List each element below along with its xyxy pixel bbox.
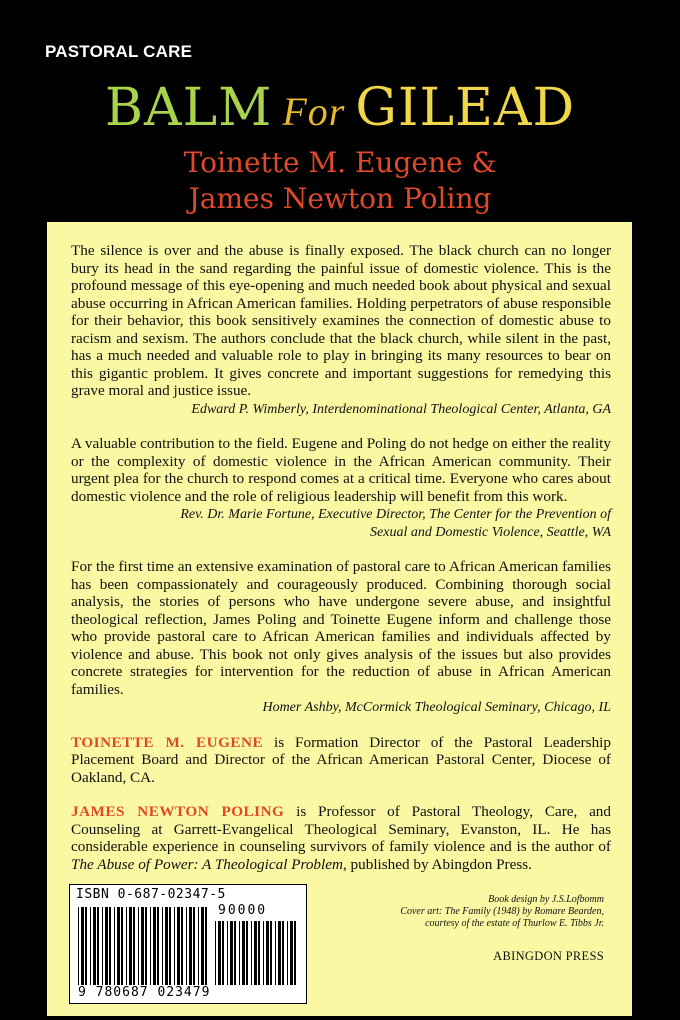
author-bio-poling [71,803,611,873]
review-text-1: The silence is over and the abuse is finally exposed. The black church can no longer bury its head in the sand regarding the painful issue of domestic violence. This is the profound message of this eye-opening and much needed book about physical and sexual abuse occurring in African American families. Holding perpetrators of abuse responsible for their behavior, this book sensitively examines the connection of domestic abuse to racism and sexism. The authors conclude that the black church, while silent in the past, has a much needed and valuable role to play in bringing its many resources to bear on this gigantic problem. It gives concrete and important suggestions for remedying this grave moral and justice issue. [71,242,611,399]
bio-text-poling-end: , published by Abingdon Press. [342,855,532,873]
credit-cover-art: Cover art: The Family (1948) by Romare Bearden, [400,906,604,917]
review-attribution-2-line-1: Rev. Dr. Marie Fortune, Executive Director, The Center for the Prevention of [180,507,611,522]
review-attribution-2-line-2: Sexual and Domestic Violence, Seattle, WA [370,524,611,540]
isbn-barcode [69,884,307,1004]
review-attribution-2 [71,506,611,541]
back-cover-panel [47,222,632,1016]
authors-line-1: Toinette M. Eugene & [183,146,497,179]
title-for: For [282,89,346,134]
review-block-1 [71,242,611,418]
credit-courtesy: courtesy of the estate of Thurlow E. Tibbs Jr. [425,918,604,929]
book-authors [0,145,680,217]
bio-book-title: The Abuse of Power: A Theological Problem [71,855,343,873]
isbn-label: ISBN 0-687-02347-5 [76,887,226,902]
authors-line-2: James Newton Poling [188,182,492,215]
review-attribution-3: Homer Ashby, McCormick Theological Seminary, Chicago, IL [262,700,611,715]
price-code: 90000 [218,903,268,918]
review-block-2 [71,435,611,541]
publisher-name: ABINGDON PRESS [493,949,604,963]
barcode-digits: 9 780687 023479 [78,985,211,1000]
author-bio-eugene [71,734,611,787]
barcode-addon-bars [215,921,299,985]
pastoral-care-category: PASTORAL CARE [45,42,193,61]
review-text-2: A valuable contribution to the field. Eugene and Poling do not hedge on either the reality or the complexity of domestic violence in the African American community. Their urgent plea for the church to respond comes at a critical time. Everyone who cares about domestic violence and the role of religious leadership will benefit from this work. [71,435,611,505]
panel-body-text [71,242,611,890]
credit-design: Book design by J.S.Lofbomm [488,894,604,905]
bio-name-eugene: TOINETTE M. EUGENE [71,733,264,751]
book-title [0,78,680,142]
cover-credits [304,894,604,930]
review-block-3 [71,558,611,717]
review-attribution-1: Edward P. Wimberly, Interdenominational Theological Center, Atlanta, GA [191,401,611,417]
title-balm: BALM [104,78,273,138]
title-gilead: GILEAD [355,78,576,138]
bio-name-poling: JAMES NEWTON POLING [71,803,285,820]
review-text-3: For the first time an extensive examination of pastoral care to African American families has been compassionately and courageously produced. Combining thorough social analysis, the stories of persons who have undergone severe abuse, and insightful theological reflection, James Poling and Toinette Eugene inform and challenge those who provide pastoral care to African American families and individuals affected by violence and abuse. This book not only gives analysis of the issues but also provides concrete strategies for intervention for the reduction of abuse in African American families. [71,558,611,698]
bio-text-eugene: is Formation Director of the Pastoral Leadership Placement Board and Director of the African American Pastoral Center, Diocese of Oakland, CA. [71,733,611,786]
barcode-bars [78,907,210,985]
bio-text-poling: is Professor of Pastoral Theology, Care, and Counseling at Garrett-Evangelical Theological Seminary, Evanston, IL. He has considerable experience in counseling survivors of family violence and is the author of [71,803,611,855]
